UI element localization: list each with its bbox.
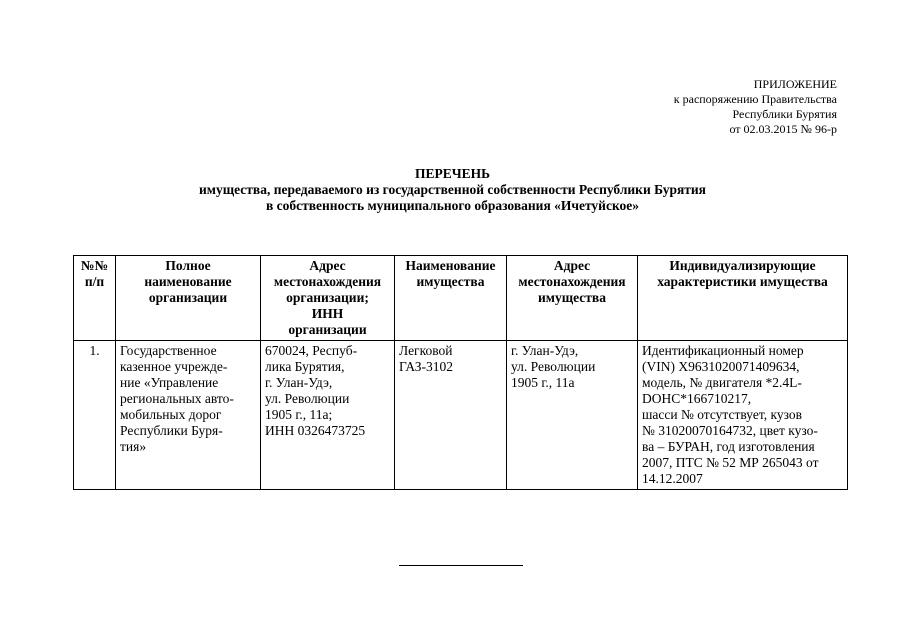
appendix-date-number: от 02.03.2015 № 96-р (729, 122, 837, 136)
table-row (74, 341, 848, 490)
cell-characteristics: Идентификационный номер (VIN) Х9631020071409634, модель, № двигателя *2.4L- DOHC*166710217, шасси № отсутствует, кузов № 31020070164732, цвет кузо- ва – БУРАН, год изготовления 2007, ПТС № 52 МР 265043 от 14.12.2007 (638, 341, 848, 490)
header-characteristics: Индивидуализирующие характеристики имущества (638, 256, 848, 341)
appendix-republic: Республики Бурятия (732, 107, 837, 121)
property-table (73, 255, 848, 490)
table-header-row (74, 256, 848, 341)
appendix-to-order: к распоряжению Правительства (673, 92, 837, 106)
title-heading: ПЕРЕЧЕНЬ (414, 166, 491, 181)
title-line-2: имущества, передаваемого из государственной собственности Республики Бурятия (199, 182, 706, 197)
cell-property-name: Легковой ГАЗ-3102 (395, 341, 507, 490)
header-property-name: Наименование имущества (395, 256, 507, 341)
header-org-address: Адрес местонахождения организации; ИНН организации (261, 256, 395, 341)
header-org-name: Полное наименование организации (116, 256, 261, 341)
cell-property-address: г. Улан-Удэ, ул. Революции 1905 г., 11а (507, 341, 638, 490)
cell-number: 1. (74, 341, 116, 490)
header-number: №№ п/п (74, 256, 116, 341)
title-line-3: в собственность муниципального образования «Ичетуйское» (265, 198, 640, 213)
header-property-address: Адрес местонахождения имущества (507, 256, 638, 341)
cell-org-name: Государственное казенное учрежде- ние «Управление региональных авто- мобильных дорог Республики Буря- тия» (116, 341, 261, 490)
appendix-label: ПРИЛОЖЕНИЕ (753, 77, 837, 91)
document-title (0, 166, 905, 214)
appendix-header (674, 77, 837, 137)
cell-org-address: 670024, Респуб- лика Бурятия, г. Улан-Удэ, ул. Революции 1905 г., 11а; ИНН 0326473725 (261, 341, 395, 490)
footer-divider (399, 565, 523, 566)
